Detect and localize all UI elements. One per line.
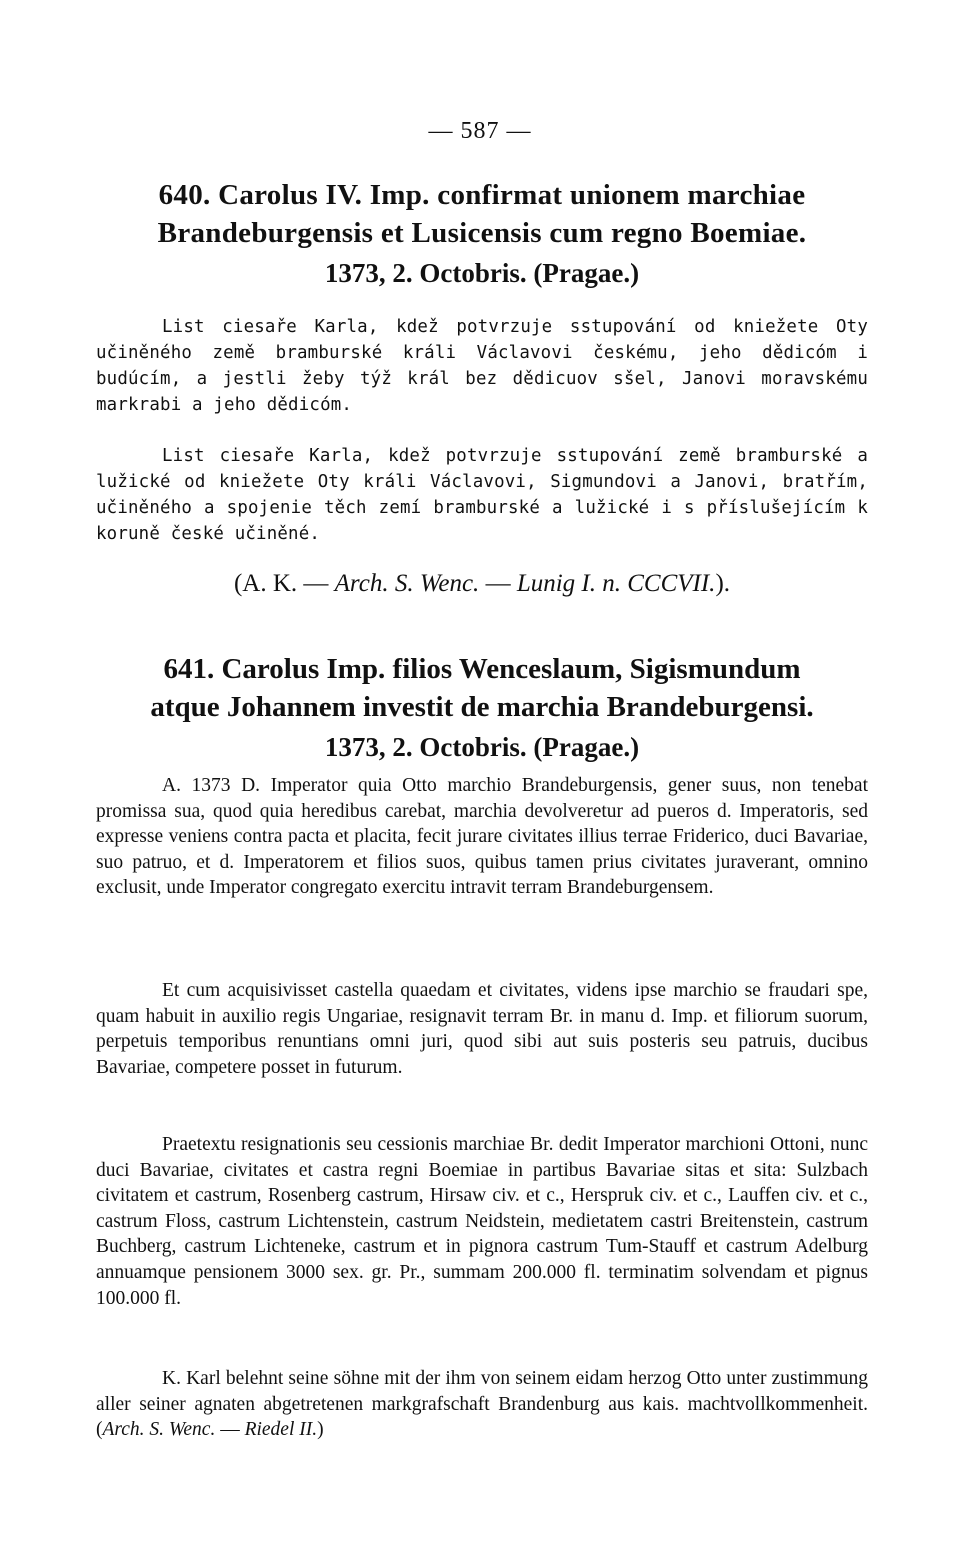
para4-source-separator: — (215, 1419, 245, 1441)
doc641-heading-line2: atque Johannem investit de marchia Brandeburgensi. (150, 691, 814, 723)
doc641-dateline: 1373, 2. Octobris. (Pragae.) (324, 732, 640, 762)
doc640-heading-line1: 640. Carolus IV. Imp. confirmat unionem marchiae (158, 179, 806, 211)
doc640-dateline: 1373, 2. Octobris. (Pragae.) (324, 258, 640, 288)
source-separator: — (479, 570, 517, 597)
para4-source-archive: Arch. S. Wenc. (102, 1419, 216, 1441)
page-number: — 587 — (428, 118, 532, 144)
para4-source-close: ) (317, 1419, 324, 1441)
doc640-heading-line2: Brandeburgensis et Lusicensis cum regno Boemiae. (157, 217, 807, 249)
doc641-paragraph-3: Praetextu resignationis seu cessionis marchiae Br. dedit Imperator marchioni Ottoni, nunc duci Bavariae, civitates et castra regni Boemiae in partibus Bavariae sitas et sita: Sulzbach civitatem et castrum, Rosenberg castrum, Hirsaw civ. et c., Herspruk civ. et c., Lauffen civ. et c., castrum Floss, castrum Lichtenstein, castrum Neidstein, medietatem castri Breitenstein, castrum Buchberg, castrum Lichteneke, castrum et in pignora castrum Tum-Stauff et castrum Adelburg annuamque pensionem 3000 sex. gr. Pr., summam 200.000 fl. terminatim solvendam et pignus 100.000 fl. (96, 1134, 868, 1309)
doc641-paragraph-1: A. 1373 D. Imperator quia Otto marchio Brandeburgensis, gener suus, non tenebat promissa sua, quod quia heredibus carebat, marchia devolveretur ad pueros d. Imperatoris, sed expresse veniens contra pacta et placita, fecit jurare civitates illius terrae Friderico, duci Bavariae, suo patruo, et d. Imperatorem et filios suos, quibus tamen prius civitates juraverant, omnino exclusit, unde Imperator congregato exercitu intravit terram Brandeburgensem. (96, 775, 868, 899)
doc640-paragraph-2: List ciesaře Karla, kdež potvrzuje sstupování země bramburské a lužické od kniežete Oty králi Václavovi, Sigmundovi a Janovi, bratřím, učiněného a spojenie těch zemí bramburské a lužické i s příslušejícím k koruně české učiněné. (96, 446, 868, 544)
source-open: (A. K. — (233, 570, 335, 597)
source-archive: Arch. S. Wenc. (334, 570, 480, 597)
doc640-source (96, 570, 868, 598)
doc640-paragraph-1: List ciesaře Karla, kdež potvrzuje sstupování od kniežete Oty učiněného země bramburské králi Václavovi českému, jeho dědicóm i budúcím, a jestli žeby týž král bez dědicuov sšel, Janovi moravskému markrabi a jeho dědicóm. (96, 317, 868, 415)
doc641-paragraph-4: K. Karl belehnt seine söhne mit der ihm von seinem eidam herzog Otto unter zustimmung aller seiner agnaten abgetretenen markgrafschaft Brandenburg aus kais. machtvollkommenheit. (Arch. S. Wenc. — Riedel II.) (96, 1368, 868, 1441)
doc641-paragraph-2: Et cum acquisivisset castella quaedam et civitates, videns ipse marchio se fraudari spe, quam habuit in auxilio regis Ungariae, resignavit terram Br. in manu d. Imp. et filiorum suorum, perpetuis temporibus renuntians omni juri, quod sibi aut suis posteris seu patruis, ducibus Bavariae, competere posset in futurum. (96, 980, 868, 1078)
source-close: ). (715, 570, 731, 597)
source-lunig: Lunig I. n. CCCVII. (516, 570, 716, 597)
para4-source-riedel: Riedel II. (244, 1419, 318, 1441)
doc641-heading-line1: 641. Carolus Imp. filios Wenceslaum, Sigismundum (163, 653, 801, 685)
para4-source-open: ( (96, 1419, 103, 1441)
